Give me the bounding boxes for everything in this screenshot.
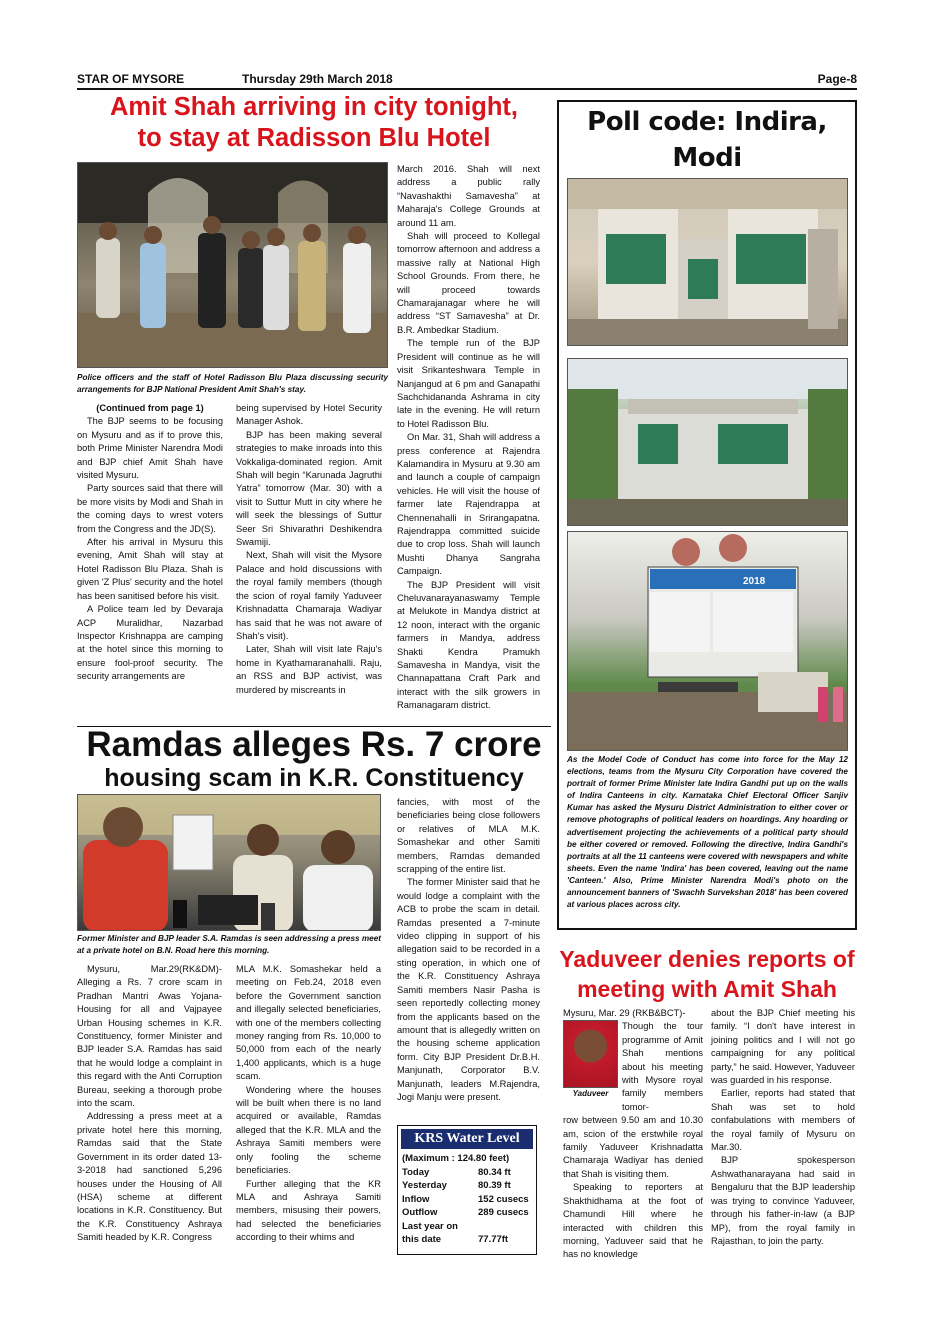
krs-row-label: Yesterday: [402, 1180, 447, 1191]
story2-column-3: [397, 796, 540, 1104]
story2-headline-line1: Ramdas alleges Rs. 7 crore: [86, 725, 542, 764]
story1-caption: Police officers and the staff of Hotel Radisson Blu Plaza discussing security arrangements for BJP National President Amit Shah's stay.: [77, 373, 388, 394]
story2-paragraph: Further alleging that the KR MLA and Ashraya Samiti members, misusing their powers, had selected the beneficiaries according to their whims and: [236, 1178, 381, 1243]
yaduveer-photo-wrap: [563, 1020, 618, 1114]
story1-continued: (Continued from page 1): [96, 403, 204, 413]
story1-column-1: [77, 402, 223, 684]
story1-paragraph: Party sources said that there will be more visits by Modi and Shah in the coming days to wrest voters from the Congress and the JD(S).: [77, 483, 223, 534]
krs-row-value: 80.34 ft: [478, 1166, 511, 1178]
story2-column-1: [77, 963, 222, 1245]
masthead: [77, 70, 857, 90]
indira-canteen-photo-2: [567, 358, 848, 526]
story1-paragraph: March 2016. Shah will next address a public rally “Navashakthi Samavesha” at Maharaja's College Grounds at around 11 am.: [397, 164, 540, 228]
story1-paragraph: The BJP President will visit Cheluvanarayanaswamy Temple at Melukote in Mandya district at 12 noon, interact with the organic farmers in Mandya, address Shakti Kendra Pramukh Samavesha in Mandya, visit the Channapattana Craft Park and interact with the silk growers in Ramanagaram district.: [397, 579, 540, 711]
story4-paragraph: Speaking to reporters at Shakthidhama at the foot of Chamundi Hill where he interacted with children this morning, Yaduveer said that he has no knowledge: [563, 1182, 703, 1260]
story2-column-2: [236, 963, 381, 1245]
press-meet-photo: [77, 794, 381, 931]
story3-caption: As the Model Code of Conduct has come into force for the May 12 elections, teams from the Mysuru City Corporation have covered the portrait of former Prime Minister late Indira Gandhi put up on the walls of Indira Canteens in city. Karnataka Chief Electoral Officer Sanjiv Kumar has asked the Mysuru District Administration to either cover or remove photographs of political leaders on hoardings. Any hoarding or advertisement projecting the achievements of a political party should be either covered or removed. Following the directive, Indira Gandhi's portraits at all the 11 canteens were covered with newspapers and white sheets. Even the name 'Indira' has been covered, leaving out the name 'Canteen.' Also, Prime Minister Narendra Modi's photo on the announcement banners of 'Swachh Survekshan 2018' has been covered at various places across city.: [567, 755, 848, 910]
krs-row-value: 80.39 ft: [478, 1180, 511, 1191]
billboard-year: 2018: [743, 576, 766, 587]
krs-water-level-box: [397, 1125, 537, 1255]
story2-paragraph: Addressing a press meet at a private hotel here this morning, Ramdas said that the State Government in its order dated 13-3-2018 had sanctioned 5,296 houses under the Housing of All (HSA) scheme at different locations in K.R. Constituency. But the K.R. Constituency Ashraya Samiti headed by K.R. Congress: [77, 1111, 222, 1243]
story2-caption: Former Minister and BJP leader S.A. Ramdas is seen addressing a press meet at a private hotel on B.N. Road here this morning.: [77, 934, 381, 955]
yaduveer-photo: [563, 1020, 618, 1088]
story4-photo-row: [563, 1020, 703, 1114]
story1-headline-line1: Amit Shah arriving in city tonight,: [109, 93, 519, 121]
hotel-meeting-illustration: [78, 163, 388, 368]
story4-paragraph: about the BJP Chief meeting his family. “I don't have interest in joining politics and I will not go campaigning for any political party,” he said. However, Yaduveer was guarded in his response.: [711, 1008, 855, 1086]
story1-paragraph: BJP has been making several strategies to make inroads into this Vokkaliga-dominated region. Amit Shah will begin “Karunada Jagruthi Yatra” tomorrow (Mar. 30) with a visit to Suttur Mutt in city where he will seek the blessings of Suttur Seer Sri Shivarathri Deshikendra Swamiji.: [236, 429, 382, 548]
krs-row-label: Outflow: [402, 1207, 438, 1218]
indira-canteen-photo-1: [567, 178, 848, 346]
krs-row-label: Today: [402, 1166, 430, 1178]
story4-paragraph: BJP spokesperson Ashwathanarayana had said in Bengaluru that the BJP leadership was trying to convince Yaduveer, through his father-in-law (a BJP MP), from the royal family in Rajasthan, to join the party.: [711, 1155, 855, 1246]
story2-paragraph: Mysuru, Mar.29(RK&DM)- Alleging a Rs. 7 crore scam in Pradhan Mantri Awas Yojana-Housing for all and Vajpayee Urban Housing schemes in K.R. Constituency, former Minister and BJP leader S.A. Ramdas has said that he would lodge a complaint in this regard with the Anti Corruption Bureau, seeking a thorough probe into the scam.: [77, 964, 222, 1109]
story1-paragraph: Later, Shah will visit late Raju's home in Kyathamaranahalli. Raju, an RSS and BJP activist, was murdered by miscreants in: [236, 644, 382, 695]
story1-paragraph: On Mar. 31, Shah will address a press conference at Rajendra Kalamandira in Mysuru at 9.30 am and launch a couple of campaign vehicles. He will visit the house of farmer late Rajendrappa at Chennenahalli in Srirangapatna. Rajendrappa committed suicide due to crop loss. Shah will launch Mushti Dhanya Sangraha Campaign.: [397, 432, 540, 577]
story4-headline: [557, 944, 857, 1004]
paper-name: STAR OF MYSORE: [77, 72, 185, 86]
story4-column-1: [563, 1007, 703, 1262]
story1-paragraph: Shah will proceed to Kollegal tomorrow afternoon and address a massive rally at National High School Grounds. From there, he will proceed towards Chamarajanagar where he will address “ST Samavesha” at Dr. B.R. Ambedkar Stadium.: [397, 231, 540, 335]
krs-row: [398, 1206, 536, 1220]
story4-paragraph: Earlier, reports had stated that Shah was set to hold confabulations with members of the royal family of Mysuru on Mar.30.: [711, 1088, 855, 1153]
story1-column-3: [397, 163, 540, 713]
canteen-illustration-2: [568, 359, 848, 526]
story4-headline-line2: meeting with Amit Shah: [577, 976, 837, 1002]
press-meet-illustration: [78, 795, 381, 931]
story1-headline-line2: to stay at Radisson Blu Hotel: [137, 124, 491, 152]
yaduveer-photo-label: Yaduveer: [572, 1089, 609, 1099]
story1-paragraph: A Police team led by Devaraja ACP Muralidhar, Nazarbad Inspector Krishnappa are camping at the hotel since this morning to ensure fool-proof security. The security arrangements are: [77, 604, 223, 682]
story1-paragraph: The BJP seems to be focusing on Mysuru and as if to prove this, both Prime Minister Narendra Modi and BJP chief Amit Shah have visited Mysuru.: [77, 416, 223, 481]
story4-headline-line1: Yaduveer denies reports of: [559, 946, 855, 972]
story2-paragraph: MLA M.K. Somashekar held a meeting on Feb.24, 2018 even before the Government sanction and illegally selected beneficiaries, with one of the members collecting money ranging from Rs. 10,000 to 50,000 from each of the nearly 1,400 applicants, which is a huge scam.: [236, 964, 381, 1082]
krs-row: [398, 1166, 536, 1180]
story4-paragraph: row between 9.50 am and 10.30 am, scion of the erstwhile royal family Yaduveer Krishnadatta Chamaraja Wadiyar has denied that Shah is visiting them.: [563, 1115, 703, 1179]
krs-row-label: Inflow: [402, 1193, 430, 1205]
krs-row-value: 289 cusecs: [478, 1207, 529, 1218]
story1-paragraph: being supervised by Hotel Security Manager Ashok.: [236, 403, 382, 427]
canteen-illustration-1: [568, 179, 848, 346]
krs-max-label: (Maximum : 124.80 feet): [402, 1153, 510, 1164]
story1-paragraph: Next, Shah will visit the Mysore Palace and hold discussions with the royal family members (though the scion of royal family Yaduveer Krishnadatta Chamaraja Wadiyar has said that he was not aware of Shah's visit).: [236, 550, 382, 641]
krs-row: [398, 1233, 536, 1247]
krs-title: KRS Water Level: [401, 1129, 533, 1149]
story1-paragraph: The temple run of the BJP President will continue as he will visit Srikanteshwara Temple in Nanjangud at 6 pm and Ganapathi Sachchidananda Ashrama in city late in the evening. He will return to Hotel Radisson Blu.: [397, 338, 540, 429]
story4-column-2: [711, 1007, 855, 1248]
krs-row: [398, 1193, 536, 1207]
krs-row: [398, 1179, 536, 1193]
krs-row-label: this date: [402, 1234, 442, 1245]
story2-paragraph: The former Minister said that he would lodge a complaint with the ACB to probe the scam in detail. Ramdas presented a 7-minute video clipping in support of his allegation said to be recorded in a sting operation, in which one of the K.R. Constituency Ashraya Samiti members Nasir Pasha is seen reportedly collecting money from the applicants based on the amount that is allegedly written on the housing scheme application form. City BJP President Dr.B.H. Manjunath, Corporator B.V. Manjunath, leaders M.Rajendra, Jogi Manju were present.: [397, 877, 540, 1102]
page-number: Page-8: [817, 72, 857, 86]
story2-headline: [77, 726, 551, 792]
issue-date: Thursday 29th March 2018: [242, 72, 393, 86]
story2-paragraph: Wondering where the houses will be built when there is no land acquired or available, Ramdas alleged that the K.R. MLA and the Ashraya Samiti members were only fooling the scheme beneficiaries.: [236, 1084, 381, 1176]
story1-column-2: [236, 402, 382, 697]
krs-row: [398, 1220, 536, 1234]
swachh-banner-photo: [567, 531, 848, 751]
story3-headline-line1: Poll code: Indira, Modi: [587, 107, 827, 173]
hotel-meeting-photo: [77, 162, 388, 368]
story2-headline-line2: housing scam in K.R. Constituency: [104, 764, 524, 792]
story1-paragraph: After his arrival in Mysuru this evening, Amit Shah will stay at Hotel Radisson Blu Plaza. Shah is given 'Z Plus' security and the hotel has been sanitised before his visit.: [77, 537, 223, 601]
krs-row-label: Last year on: [402, 1220, 458, 1232]
story4-paragraph: Though the tour programme of Amit Shah mentions about his meeting with Mysore royal family members tomor-: [622, 1021, 703, 1112]
story2-paragraph: fancies, with most of the beneficiaries being close followers or relatives of MLA M.K. Somashekar and other Samiti members, Ramdas demanded scrapping of the entire list.: [397, 797, 540, 875]
krs-row-value: 152 cusecs: [478, 1193, 529, 1205]
story4-dateline: Mysuru, Mar. 29 (RKB&BCT)-: [563, 1008, 686, 1018]
banner-illustration: [568, 532, 848, 751]
story1-headline: [77, 92, 551, 154]
krs-maximum: [398, 1152, 536, 1166]
krs-row-value: 77.77ft: [478, 1234, 509, 1245]
